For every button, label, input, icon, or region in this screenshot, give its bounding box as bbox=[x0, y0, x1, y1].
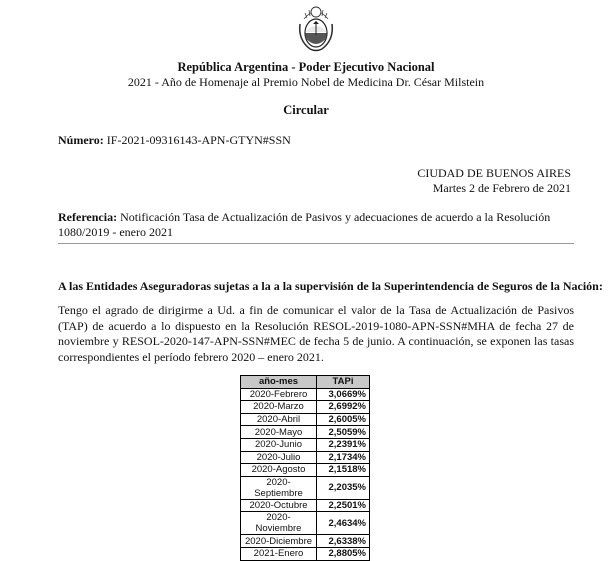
document-number bbox=[58, 133, 291, 148]
argentina-coat-of-arms-icon bbox=[296, 2, 336, 54]
reference-text: Notificación Tasa de Actualización de Pasivos y adecuaciones de acuerdo a la Resolución 1080/2019 - enero 2021 bbox=[58, 210, 551, 239]
table-row bbox=[241, 476, 370, 499]
rate-cell: 2,2035% bbox=[317, 476, 370, 499]
header-title: República Argentina - Poder Ejecutivo Nacional bbox=[177, 60, 435, 74]
table-row bbox=[241, 512, 370, 535]
rate-cell: 2,2391% bbox=[317, 438, 370, 451]
reference-label: Referencia: bbox=[58, 210, 118, 224]
month-cell: 2020-Noviembre bbox=[241, 512, 317, 535]
column-header-month: año-mes bbox=[241, 376, 317, 389]
table-row bbox=[241, 535, 370, 548]
body-paragraph: Tengo el agrado de dirigirme a Ud. a fin de comunicar el valor de la Tasa de Actualización de Pasivos (TAP) de acuerdo a lo dispuesto en la Resolución RESOL-2019-1080-APN-SSN#MHA de fecha 27 de noviembre y RESOL-2020-147-APN-SSN#MEC de fecha 5 de junio. A continuación, se exponen las tasas correspondientes el período febrero 2020 – enero 2021. bbox=[58, 303, 574, 364]
table-header-row bbox=[241, 376, 370, 389]
divider bbox=[58, 243, 574, 244]
document-number-label: Número: bbox=[58, 133, 104, 147]
city-line: CIUDAD DE BUENOS AIRES bbox=[417, 166, 571, 180]
rate-cell: 2,6338% bbox=[317, 535, 370, 548]
reference bbox=[58, 210, 574, 240]
table-row bbox=[241, 426, 370, 439]
table-row bbox=[241, 464, 370, 477]
table-row bbox=[241, 413, 370, 426]
addressee-heading: A las Entidades Aseguradoras sujetas a la a la supervisión de la Superintendencia de Seguros de la Nación: bbox=[58, 279, 603, 293]
table-row bbox=[241, 438, 370, 451]
table-row bbox=[241, 401, 370, 414]
rate-cell: 2,1734% bbox=[317, 451, 370, 464]
rate-cell: 2,6005% bbox=[317, 413, 370, 426]
document-number-value: IF-2021-09316143-APN-GTYN#SSN bbox=[106, 133, 291, 147]
table-row bbox=[241, 388, 370, 401]
month-cell: 2021-Enero bbox=[241, 547, 317, 560]
month-cell: 2020-Octubre bbox=[241, 499, 317, 512]
rate-cell: 2,4634% bbox=[317, 512, 370, 535]
month-cell: 2020-Mayo bbox=[241, 426, 317, 439]
rate-cell: 2,5059% bbox=[317, 426, 370, 439]
month-cell: 2020-Julio bbox=[241, 451, 317, 464]
rate-cell: 3,0669% bbox=[317, 388, 370, 401]
table-row bbox=[241, 547, 370, 560]
rate-cell: 2,6992% bbox=[317, 401, 370, 414]
rate-cell: 2,8805% bbox=[317, 547, 370, 560]
rate-cell: 2,2501% bbox=[317, 499, 370, 512]
tap-rates-table bbox=[240, 375, 370, 561]
month-cell: 2020-Marzo bbox=[241, 401, 317, 414]
header-subtitle: 2021 - Año de Homenaje al Premio Nobel de Medicina Dr. César Milstein bbox=[127, 75, 485, 89]
month-cell: 2020-Febrero bbox=[241, 388, 317, 401]
document-type: Circular bbox=[283, 103, 329, 117]
table-row bbox=[241, 451, 370, 464]
month-cell: 2020-Diciembre bbox=[241, 535, 317, 548]
date-line: Martes 2 de Febrero de 2021 bbox=[432, 181, 571, 195]
month-cell: 2020-Septiembre bbox=[241, 476, 317, 499]
column-header-tapi: TAPi bbox=[317, 376, 370, 389]
table-row bbox=[241, 499, 370, 512]
month-cell: 2020-Abril bbox=[241, 413, 317, 426]
month-cell: 2020-Junio bbox=[241, 438, 317, 451]
rate-cell: 2,1518% bbox=[317, 464, 370, 477]
month-cell: 2020-Agosto bbox=[241, 464, 317, 477]
